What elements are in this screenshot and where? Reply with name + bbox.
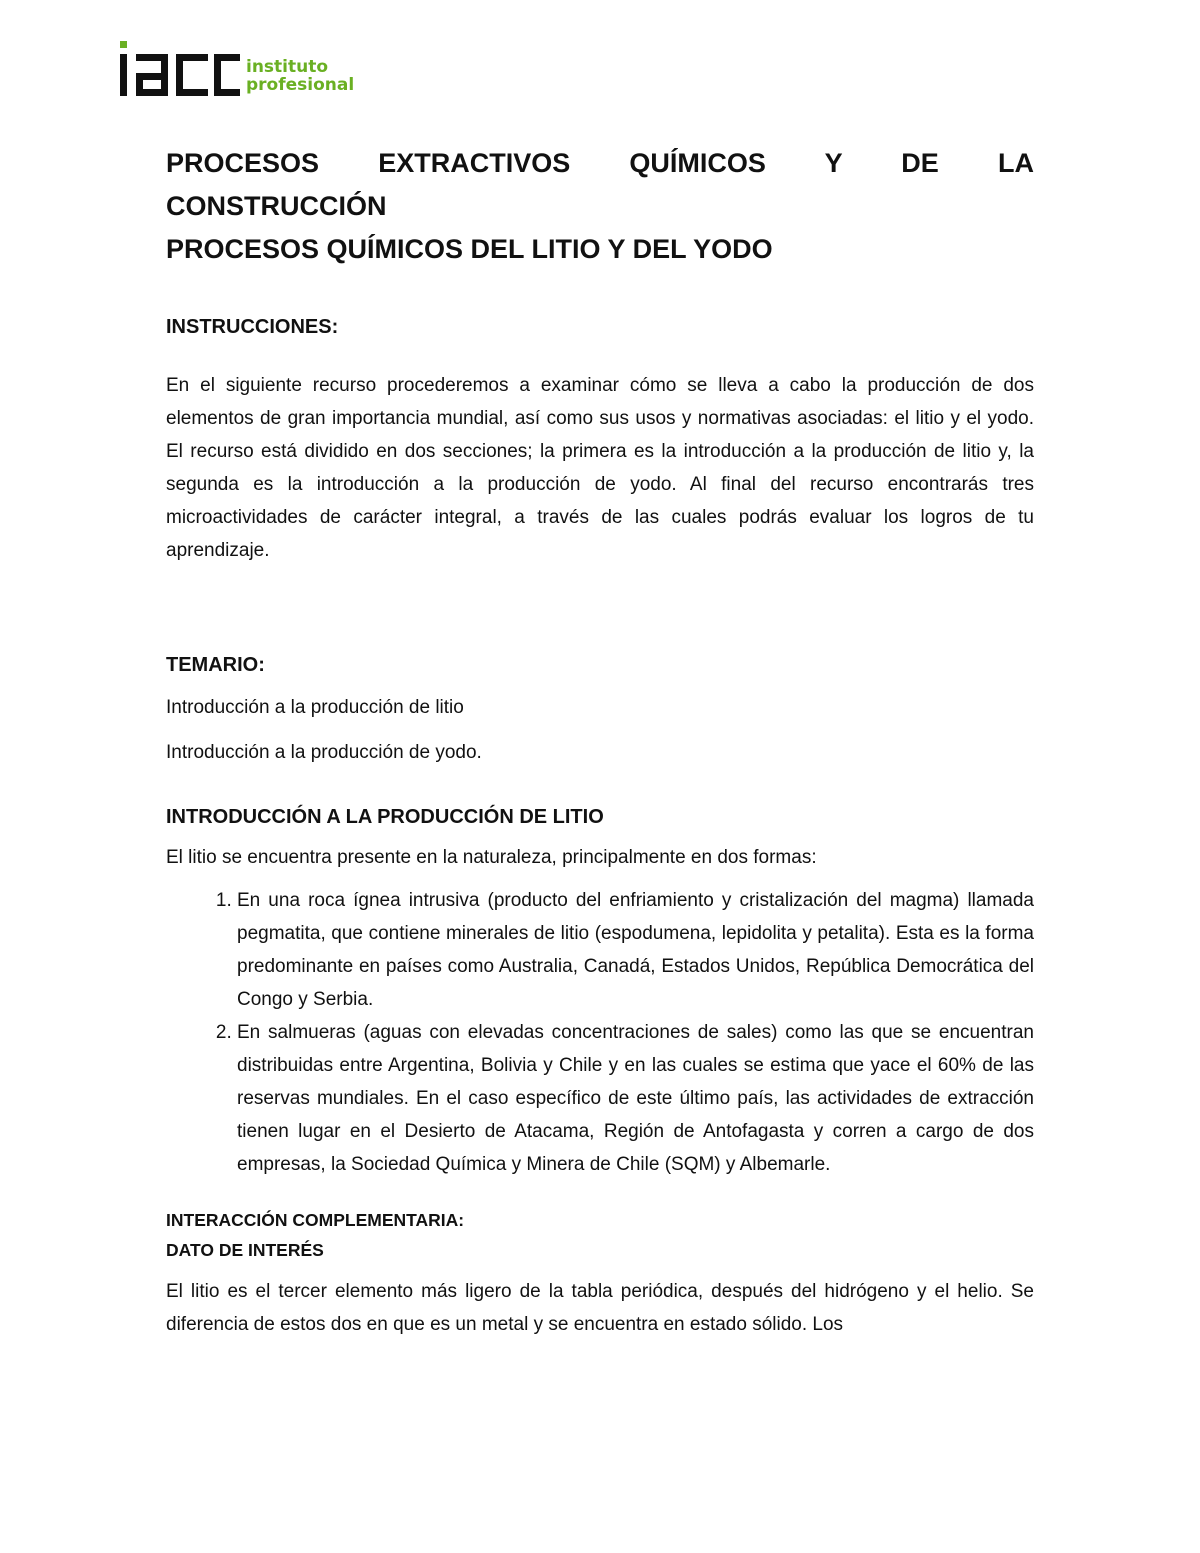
- iacc-logo: [118, 40, 368, 100]
- list-item: 2. En salmueras (aguas con elevadas concentraciones de sales) como las que se encuentran distribuidas entre Argentina, Bolivia y Chile y en las cuales se estima que yace el 60% de las reservas mundiales. En el caso específico de este último país, las actividades de extracción tienen lugar en el Desierto de Atacama, Región de Antofagasta y corren a cargo de dos empresas, la Sociedad Química y Minera de Chile (SQM) y Albemarle.: [237, 1016, 1034, 1181]
- lithium-intro: El litio se encuentra presente en la naturaleza, principalmente en dos formas:: [166, 847, 817, 868]
- lithium-forms-list: [166, 884, 1034, 1181]
- logo-i-stem: [120, 54, 127, 96]
- list-item: 1. En una roca ígnea intrusiva (producto del enfriamiento y cristalización del magma) llamada pegmatita, que contiene minerales de litio (espodumena, lepidolita y petalita). Esta es la forma predominante en países como Australia, Canadá, Estados Unidos, República Democrática del Congo y Serbia.: [237, 884, 1034, 1016]
- logo-a-letter: [136, 54, 168, 96]
- title-line-2: CONSTRUCCIÓN: [166, 191, 387, 221]
- title-line-1: PROCESOS EXTRACTIVOS QUÍMICOS Y DE LA: [166, 148, 1034, 178]
- title-line-3: PROCESOS QUÍMICOS DEL LITIO Y DEL YODO: [166, 234, 773, 264]
- interest-heading: DATO DE INTERÉS: [166, 1240, 324, 1260]
- syllabus-heading: TEMARIO:: [166, 654, 265, 676]
- lithium-heading: INTRODUCCIÓN A LA PRODUCCIÓN DE LITIO: [166, 806, 604, 828]
- logo-line2: profesional: [246, 75, 355, 95]
- complement-heading: INTERACCIÓN COMPLEMENTARIA:: [166, 1210, 465, 1230]
- syllabus-item-2: Introducción a la producción de yodo.: [166, 742, 482, 763]
- instructions-heading: INSTRUCCIONES:: [166, 316, 339, 338]
- logo-i-dot: [120, 41, 127, 48]
- syllabus-item-1: Introducción a la producción de litio: [166, 697, 464, 718]
- document-title: [166, 142, 1034, 271]
- interest-paragraph: El litio es el tercer elemento más ligero de la tabla periódica, después del hidrógeno y el helio. Se diferencia de estos dos en que es un metal y se encuentra en estado sólido. Los: [166, 1281, 1034, 1335]
- iacc-logo-graphic: [118, 40, 368, 100]
- instructions-paragraph: En el siguiente recurso procederemos a examinar cómo se lleva a cabo la producción de dos elementos de gran importancia mundial, así como sus usos y normativas asociadas: el litio y el yodo. El recurso está dividido en dos secciones; la primera es la introducción a la producción de litio y, la segunda es la introducción a la producción de yodo. Al final del recurso encontrarás tres microactividades de carácter integral, a través de las cuales podrás evaluar los logros de tu aprendizaje.: [166, 375, 1034, 561]
- document-body: [166, 142, 1034, 1341]
- logo-c2-letter: [214, 54, 240, 96]
- logo-line1: instituto: [246, 57, 329, 77]
- logo-c1-letter: [176, 54, 208, 96]
